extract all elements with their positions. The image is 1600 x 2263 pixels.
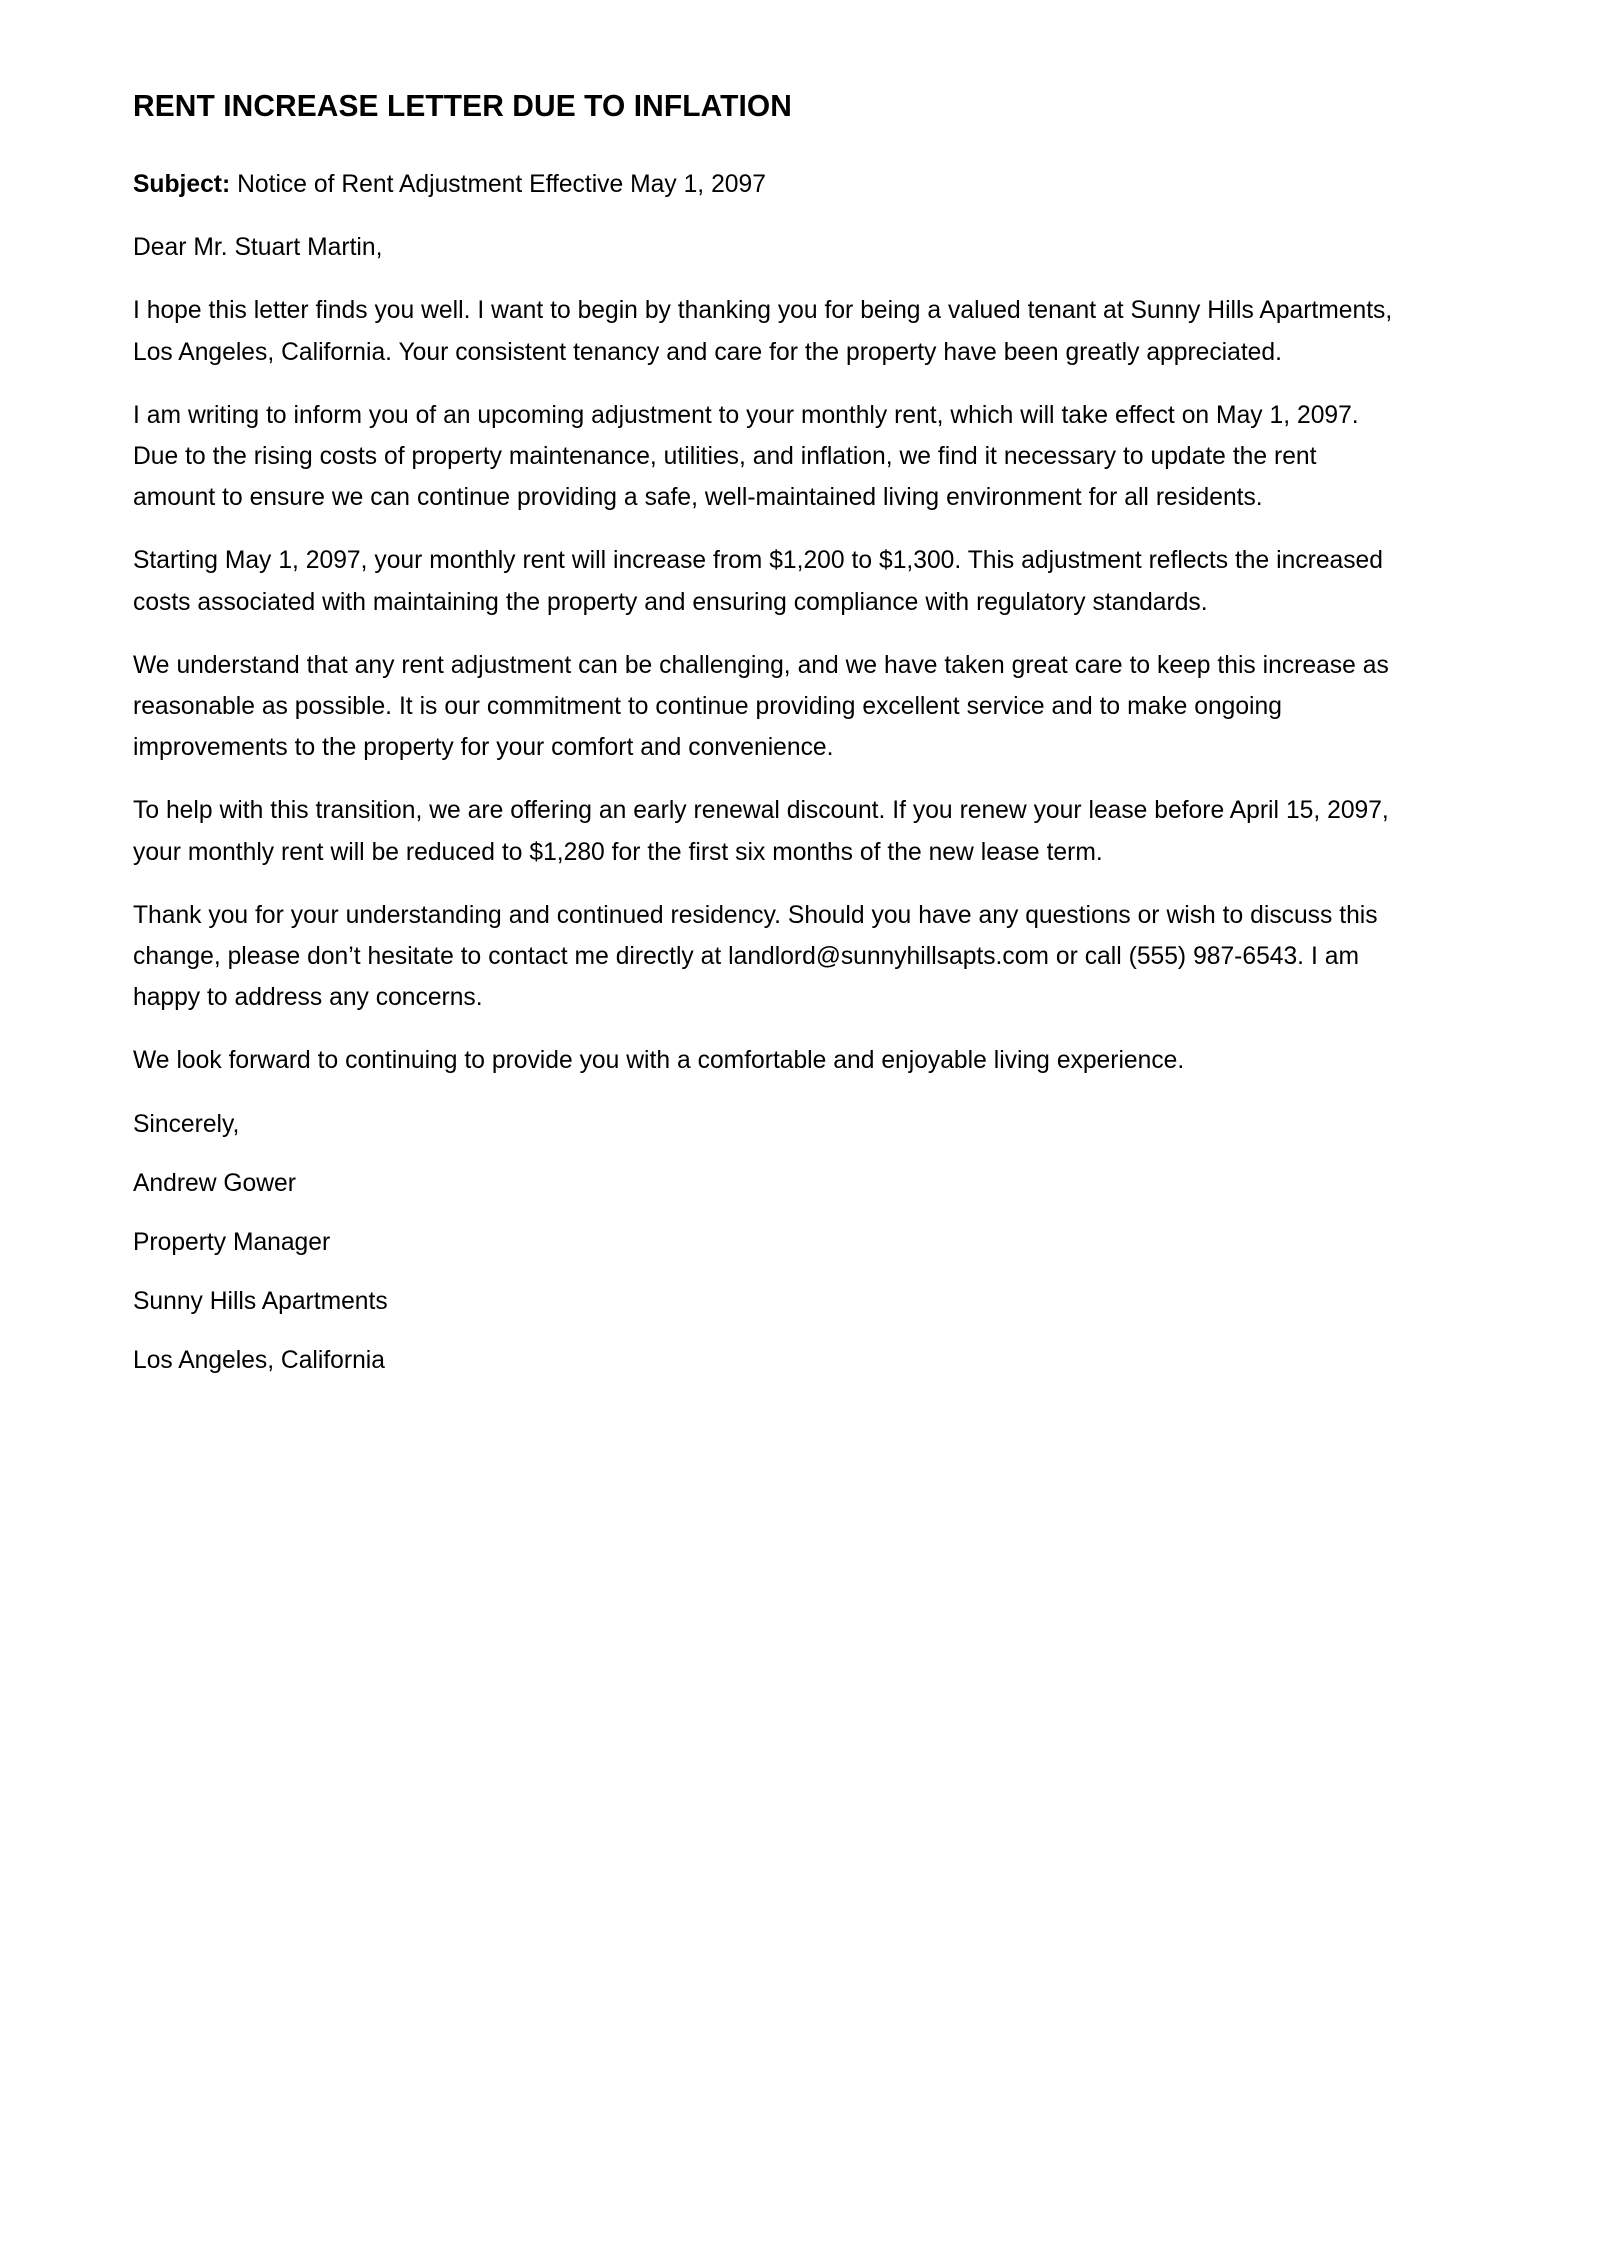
signature-closing: Sincerely, xyxy=(133,1109,240,1138)
paragraph-reassurance: We understand that any rent adjustment can be challenging, and we have taken great care to keep this increase as reasonable as possible. It is our commitment to continue providing excellent service and to make ongoing improvements to the property for your comfort and convenience. xyxy=(133,650,1389,762)
page-title: RENT INCREASE LETTER DUE TO INFLATION xyxy=(133,88,792,123)
paragraph-rent-amounts: Starting May 1, 2097, your monthly rent will increase from $1,200 to $1,300. This adjustment reflects the increased costs associated with maintaining the property and ensuring compliance with regulatory standards. xyxy=(133,546,1383,616)
subject-text: Notice of Rent Adjustment Effective May 1, 2097 xyxy=(230,170,766,198)
salutation: Dear Mr. Stuart Martin, xyxy=(133,233,383,262)
signature-location: Los Angeles, California xyxy=(133,1346,385,1375)
paragraph-intro: I hope this letter finds you well. I want to begin by thanking you for being a valued tenant at Sunny Hills Apartments, Los Angeles, California. Your consistent tenancy and care for the property have been greatly appreciated. xyxy=(133,296,1393,366)
signature-company: Sunny Hills Apartments xyxy=(133,1287,388,1316)
signature-name: Andrew Gower xyxy=(133,1168,296,1197)
paragraph-early-renewal-discount: To help with this transition, we are offering an early renewal discount. If you renew your lease before April 15, 2097, your monthly rent will be reduced to $1,280 for the first six months of the new lease term. xyxy=(133,796,1389,866)
signature-block xyxy=(133,1104,1401,1382)
paragraph-closing-remark: We look forward to continuing to provide you with a comfortable and enjoyable living experience. xyxy=(133,1046,1185,1075)
paragraph-notice-of-adjustment: I am writing to inform you of an upcoming adjustment to your monthly rent, which will take effect on May 1, 2097. Due to the rising costs of property maintenance, utilities, and inflation, we find it necessary to update the rent amount to ensure we can continue providing a safe, well-maintained living environment for all residents. xyxy=(133,400,1359,512)
signature-role: Property Manager xyxy=(133,1228,331,1257)
subject-line xyxy=(133,164,1400,205)
subject-label: Subject: xyxy=(133,170,231,198)
paragraph-contact: Thank you for your understanding and continued residency. Should you have any questions or wish to discuss this change, please don’t hesitate to contact me directly at landlord@sunnyhillsapts.com or call (555) 987-6543. I am happy to address any concerns. xyxy=(133,900,1378,1012)
letter-body xyxy=(133,86,1401,1382)
